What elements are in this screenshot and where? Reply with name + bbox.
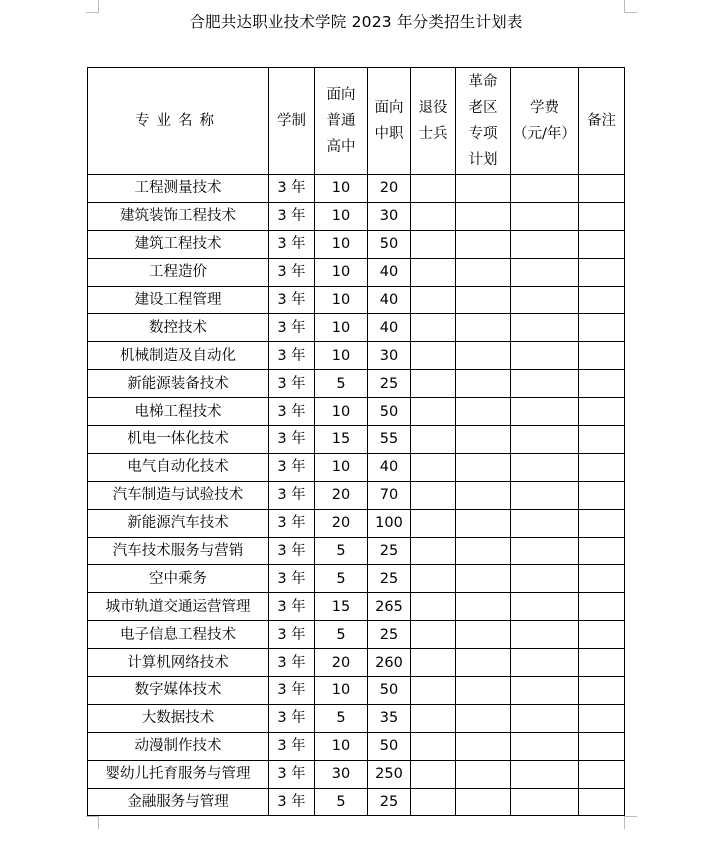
- cell-tuition: [511, 202, 579, 230]
- cell-veterans: [411, 258, 456, 286]
- cell-general-high-school: 10: [315, 677, 368, 705]
- cell-major-name: 汽车技术服务与营销: [88, 537, 269, 565]
- cell-veterans: [411, 732, 456, 760]
- cell-tuition: [511, 398, 579, 426]
- cell-major-name: 工程造价: [88, 258, 269, 286]
- cell-tuition: [511, 760, 579, 788]
- table-row: [88, 314, 625, 342]
- cell-duration: 3 年: [269, 732, 315, 760]
- cell-tuition: [511, 649, 579, 677]
- table-row: [88, 342, 625, 370]
- cell-old-revolutionary-area-plan: [456, 565, 511, 593]
- cell-general-high-school: 15: [315, 593, 368, 621]
- header-major-name: 专业名称: [88, 68, 269, 175]
- cell-vocational-school: 25: [368, 565, 411, 593]
- cell-tuition: [511, 342, 579, 370]
- cell-veterans: [411, 453, 456, 481]
- cell-veterans: [411, 342, 456, 370]
- cell-duration: 3 年: [269, 649, 315, 677]
- table-row: [88, 258, 625, 286]
- cell-veterans: [411, 593, 456, 621]
- cell-vocational-school: 100: [368, 509, 411, 537]
- cell-vocational-school: 265: [368, 593, 411, 621]
- cell-veterans: [411, 677, 456, 705]
- cell-remarks: [579, 481, 625, 509]
- cell-vocational-school: 30: [368, 202, 411, 230]
- cell-major-name: 金融服务与管理: [88, 788, 269, 816]
- cell-major-name: 新能源汽车技术: [88, 509, 269, 537]
- cell-remarks: [579, 704, 625, 732]
- cell-remarks: [579, 426, 625, 454]
- table-row: [88, 230, 625, 258]
- cell-major-name: 新能源装备技术: [88, 370, 269, 398]
- cell-major-name: 空中乘务: [88, 565, 269, 593]
- table-row: [88, 704, 625, 732]
- cell-remarks: [579, 370, 625, 398]
- cell-major-name: 数控技术: [88, 314, 269, 342]
- cell-veterans: [411, 788, 456, 816]
- cell-major-name: 建设工程管理: [88, 286, 269, 314]
- cell-remarks: [579, 286, 625, 314]
- cell-remarks: [579, 175, 625, 203]
- cell-general-high-school: 15: [315, 426, 368, 454]
- cell-veterans: [411, 398, 456, 426]
- table-row: [88, 537, 625, 565]
- cell-duration: 3 年: [269, 760, 315, 788]
- cell-general-high-school: 5: [315, 704, 368, 732]
- header-remarks: 备注: [579, 68, 625, 175]
- cell-remarks: [579, 621, 625, 649]
- header-vocational-school: 面向 中职: [368, 68, 411, 175]
- cell-general-high-school: 20: [315, 649, 368, 677]
- cell-old-revolutionary-area-plan: [456, 621, 511, 649]
- cell-duration: 3 年: [269, 509, 315, 537]
- table-row: [88, 788, 625, 816]
- header-old-revolutionary-area-plan: 革命 老区 专项 计划: [456, 68, 511, 175]
- cell-duration: 3 年: [269, 342, 315, 370]
- cell-general-high-school: 30: [315, 760, 368, 788]
- table-row: [88, 732, 625, 760]
- cell-duration: 3 年: [269, 230, 315, 258]
- cell-tuition: [511, 453, 579, 481]
- cell-general-high-school: 10: [315, 175, 368, 203]
- cell-tuition: [511, 230, 579, 258]
- table-row: [88, 426, 625, 454]
- cell-duration: 3 年: [269, 258, 315, 286]
- cell-tuition: [511, 481, 579, 509]
- cell-major-name: 城市轨道交通运营管理: [88, 593, 269, 621]
- table-row: [88, 649, 625, 677]
- table-row: [88, 565, 625, 593]
- cell-vocational-school: 50: [368, 677, 411, 705]
- cell-tuition: [511, 593, 579, 621]
- cell-veterans: [411, 649, 456, 677]
- cell-old-revolutionary-area-plan: [456, 453, 511, 481]
- table-row: [88, 593, 625, 621]
- cell-remarks: [579, 565, 625, 593]
- cell-old-revolutionary-area-plan: [456, 314, 511, 342]
- table-row: [88, 175, 625, 203]
- cell-general-high-school: 5: [315, 565, 368, 593]
- cell-old-revolutionary-area-plan: [456, 398, 511, 426]
- cell-vocational-school: 40: [368, 286, 411, 314]
- cell-major-name: 婴幼儿托育服务与管理: [88, 760, 269, 788]
- header-veterans: 退役 士兵: [411, 68, 456, 175]
- cell-general-high-school: 10: [315, 398, 368, 426]
- cell-remarks: [579, 732, 625, 760]
- table-row: [88, 760, 625, 788]
- cell-general-high-school: 10: [315, 732, 368, 760]
- cell-vocational-school: 50: [368, 398, 411, 426]
- cell-duration: 3 年: [269, 175, 315, 203]
- cell-remarks: [579, 230, 625, 258]
- cell-general-high-school: 10: [315, 230, 368, 258]
- cell-general-high-school: 10: [315, 202, 368, 230]
- cell-remarks: [579, 342, 625, 370]
- cell-vocational-school: 35: [368, 704, 411, 732]
- cell-old-revolutionary-area-plan: [456, 286, 511, 314]
- cell-tuition: [511, 677, 579, 705]
- table-row: [88, 621, 625, 649]
- cell-old-revolutionary-area-plan: [456, 509, 511, 537]
- cell-vocational-school: 25: [368, 621, 411, 649]
- cell-tuition: [511, 537, 579, 565]
- table-row: [88, 677, 625, 705]
- cell-tuition: [511, 621, 579, 649]
- cell-veterans: [411, 621, 456, 649]
- cell-duration: 3 年: [269, 202, 315, 230]
- cell-major-name: 大数据技术: [88, 704, 269, 732]
- cell-tuition: [511, 788, 579, 816]
- enrollment-plan-table: [87, 67, 625, 816]
- table-row: [88, 481, 625, 509]
- cell-general-high-school: 5: [315, 370, 368, 398]
- cell-veterans: [411, 426, 456, 454]
- cell-vocational-school: 40: [368, 453, 411, 481]
- cell-duration: 3 年: [269, 398, 315, 426]
- cell-duration: 3 年: [269, 593, 315, 621]
- cell-major-name: 数字媒体技术: [88, 677, 269, 705]
- cell-major-name: 机电一体化技术: [88, 426, 269, 454]
- cell-tuition: [511, 175, 579, 203]
- cell-old-revolutionary-area-plan: [456, 370, 511, 398]
- cell-old-revolutionary-area-plan: [456, 537, 511, 565]
- cell-duration: 3 年: [269, 565, 315, 593]
- cell-remarks: [579, 258, 625, 286]
- cell-tuition: [511, 509, 579, 537]
- cell-general-high-school: 10: [315, 314, 368, 342]
- header-general-high-school: 面向 普通 高中: [315, 68, 368, 175]
- cell-vocational-school: 50: [368, 230, 411, 258]
- cell-old-revolutionary-area-plan: [456, 258, 511, 286]
- cell-general-high-school: 5: [315, 621, 368, 649]
- cell-general-high-school: 5: [315, 788, 368, 816]
- cell-tuition: [511, 258, 579, 286]
- cell-veterans: [411, 509, 456, 537]
- cell-remarks: [579, 509, 625, 537]
- cell-vocational-school: 20: [368, 175, 411, 203]
- table-row: [88, 453, 625, 481]
- cell-veterans: [411, 202, 456, 230]
- cell-duration: 3 年: [269, 788, 315, 816]
- cell-major-name: 建筑工程技术: [88, 230, 269, 258]
- cell-vocational-school: 50: [368, 732, 411, 760]
- cell-general-high-school: 10: [315, 342, 368, 370]
- table-body: [88, 175, 625, 816]
- cell-major-name: 建筑装饰工程技术: [88, 202, 269, 230]
- cell-duration: 3 年: [269, 453, 315, 481]
- table-row: [88, 398, 625, 426]
- cell-old-revolutionary-area-plan: [456, 732, 511, 760]
- header-tuition: 学费 （元/年）: [511, 68, 579, 175]
- document-title: 合肥共达职业技术学院 2023 年分类招生计划表: [189, 13, 523, 31]
- cell-tuition: [511, 370, 579, 398]
- cell-vocational-school: 40: [368, 314, 411, 342]
- cell-vocational-school: 260: [368, 649, 411, 677]
- cell-vocational-school: 40: [368, 258, 411, 286]
- cell-veterans: [411, 565, 456, 593]
- cell-remarks: [579, 398, 625, 426]
- cell-veterans: [411, 481, 456, 509]
- cell-duration: 3 年: [269, 426, 315, 454]
- cell-old-revolutionary-area-plan: [456, 788, 511, 816]
- cell-remarks: [579, 649, 625, 677]
- cell-old-revolutionary-area-plan: [456, 175, 511, 203]
- cell-remarks: [579, 677, 625, 705]
- cell-old-revolutionary-area-plan: [456, 342, 511, 370]
- cell-vocational-school: 25: [368, 370, 411, 398]
- cell-veterans: [411, 760, 456, 788]
- table-row: [88, 286, 625, 314]
- cell-vocational-school: 55: [368, 426, 411, 454]
- cell-major-name: 机械制造及自动化: [88, 342, 269, 370]
- cell-duration: 3 年: [269, 481, 315, 509]
- cell-duration: 3 年: [269, 704, 315, 732]
- cell-old-revolutionary-area-plan: [456, 649, 511, 677]
- cell-remarks: [579, 537, 625, 565]
- cell-veterans: [411, 286, 456, 314]
- cell-vocational-school: 25: [368, 537, 411, 565]
- cell-vocational-school: 70: [368, 481, 411, 509]
- cell-duration: 3 年: [269, 677, 315, 705]
- cell-general-high-school: 5: [315, 537, 368, 565]
- cell-major-name: 电梯工程技术: [88, 398, 269, 426]
- page-corner-mark: [624, 816, 637, 829]
- cell-veterans: [411, 370, 456, 398]
- cell-vocational-school: 250: [368, 760, 411, 788]
- cell-duration: 3 年: [269, 370, 315, 398]
- cell-remarks: [579, 788, 625, 816]
- cell-veterans: [411, 704, 456, 732]
- cell-vocational-school: 30: [368, 342, 411, 370]
- cell-general-high-school: 20: [315, 481, 368, 509]
- cell-old-revolutionary-area-plan: [456, 593, 511, 621]
- header-duration: 学制: [269, 68, 315, 175]
- cell-duration: 3 年: [269, 621, 315, 649]
- cell-tuition: [511, 286, 579, 314]
- cell-remarks: [579, 453, 625, 481]
- cell-old-revolutionary-area-plan: [456, 426, 511, 454]
- cell-general-high-school: 10: [315, 286, 368, 314]
- cell-tuition: [511, 704, 579, 732]
- cell-general-high-school: 10: [315, 453, 368, 481]
- cell-veterans: [411, 314, 456, 342]
- cell-general-high-school: 20: [315, 509, 368, 537]
- page-corner-mark: [86, 816, 99, 829]
- cell-remarks: [579, 202, 625, 230]
- cell-remarks: [579, 760, 625, 788]
- cell-major-name: 电子信息工程技术: [88, 621, 269, 649]
- cell-tuition: [511, 426, 579, 454]
- cell-major-name: 电气自动化技术: [88, 453, 269, 481]
- cell-major-name: 汽车制造与试验技术: [88, 481, 269, 509]
- table-header-row: [88, 68, 625, 175]
- cell-vocational-school: 25: [368, 788, 411, 816]
- cell-remarks: [579, 314, 625, 342]
- cell-major-name: 动漫制作技术: [88, 732, 269, 760]
- cell-major-name: 工程测量技术: [88, 175, 269, 203]
- cell-duration: 3 年: [269, 537, 315, 565]
- cell-old-revolutionary-area-plan: [456, 481, 511, 509]
- cell-old-revolutionary-area-plan: [456, 677, 511, 705]
- table-row: [88, 509, 625, 537]
- cell-duration: 3 年: [269, 314, 315, 342]
- cell-veterans: [411, 230, 456, 258]
- cell-remarks: [579, 593, 625, 621]
- cell-tuition: [511, 314, 579, 342]
- cell-tuition: [511, 565, 579, 593]
- table-row: [88, 370, 625, 398]
- cell-veterans: [411, 175, 456, 203]
- cell-major-name: 计算机网络技术: [88, 649, 269, 677]
- cell-old-revolutionary-area-plan: [456, 704, 511, 732]
- cell-general-high-school: 10: [315, 258, 368, 286]
- cell-duration: 3 年: [269, 286, 315, 314]
- cell-old-revolutionary-area-plan: [456, 760, 511, 788]
- cell-veterans: [411, 537, 456, 565]
- cell-tuition: [511, 732, 579, 760]
- cell-old-revolutionary-area-plan: [456, 202, 511, 230]
- cell-old-revolutionary-area-plan: [456, 230, 511, 258]
- table-row: [88, 202, 625, 230]
